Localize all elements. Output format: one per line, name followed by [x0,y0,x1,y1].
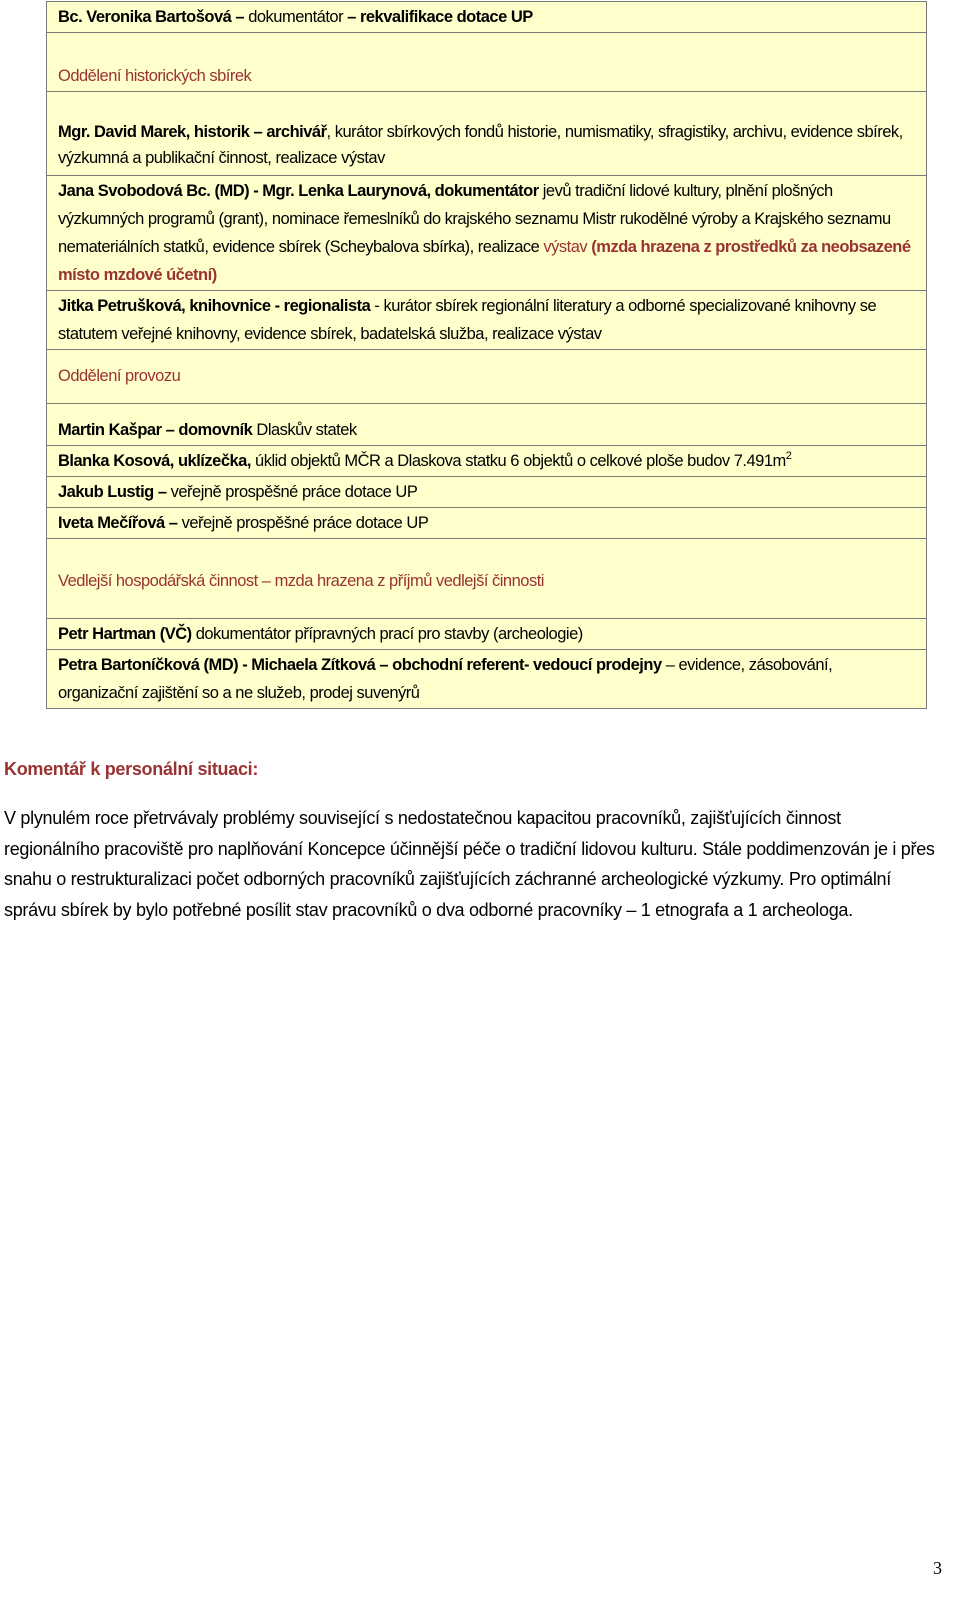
table-row [47,539,927,619]
staff-name: Iveta Mečířová – [58,514,182,532]
table-row [47,650,927,709]
table-row [47,404,927,446]
table-row [47,33,927,92]
staff-description: veřejně prospěšné práce dotace UP [170,483,418,501]
staff-table [46,1,927,709]
table-row [47,350,927,404]
staff-description: Dlaskův statek [252,421,357,439]
comment-heading: Komentář k personální situaci: [4,759,259,779]
page-number: 3 [933,1558,942,1578]
table-row [47,477,927,508]
staff-description: – evidence, zásobování, organizační zajištění so a ne služeb, prodej suvenýrů [58,656,833,702]
comment-paragraph: V plynulém roce přetrvávaly problémy související s nedostatečnou kapacitou pracovníků, zajišťujících činnost regionálního pracoviště pro naplňování Koncepce účinnější péče o tradiční lidovou kulturu. Stále poddimenzován je i přes snahu o restrukturalizaci počet odborných pracovníků zajišťujících záchranné archeologické výzkumy. Pro optimální správu sbírek by bylo potřebné posílit stav pracovníků o dva odborné pracovníky – 1 etnografa a 1 archeologa. [4,808,935,920]
superscript: 2 [785,450,792,462]
staff-note: (mzda hrazena z prostředků za neobsazené místo mzdové účetní) [58,238,911,284]
staff-description: jevů tradiční lidové kultury, plnění plošných výzkumných programů (grant), nominace řemeslníků do krajského seznamu Mistr rukodělné výroby a Krajského seznamu nemateriálních statků, evidence sbírek (Scheybalova sbírka), realizace [58,182,891,256]
separator: – [231,8,249,26]
table-row [47,2,927,33]
staff-description: veřejně prospěšné práce dotace UP [181,514,429,532]
staff-name: Mgr. David Marek, historik – archivář [58,123,327,141]
staff-name: Petr Hartman (VČ) [58,625,192,643]
section-heading-historical: Oddělení historických sbírek [58,67,252,85]
table-row [47,619,927,650]
staff-note: – rekvalifikace dotace UP [343,8,533,26]
staff-name: Petra Bartoníčková (MD) - Michaela Zítková – obchodní referent- vedoucí prodejny [58,656,662,674]
staff-role: dokumentátor [248,8,344,26]
section-heading-secondary: Vedlejší hospodářská činnost – mzda hrazena z příjmů vedlejší činnosti [58,572,544,590]
section-heading-operations: Oddělení provozu [58,367,181,385]
staff-name: Jana Svobodová Bc. (MD) - Mgr. Lenka Laurynová, dokumentátor [58,182,539,200]
staff-name: Jakub Lustig – [58,483,171,501]
table-row [47,92,927,176]
staff-description: úklid objektů MČR a Dlaskova statku 6 objektů o celkové ploše budov 7.491m [250,452,786,470]
staff-description: dokumentátor přípravných prací pro stavby (archeologie) [191,625,583,643]
staff-name: Bc. Veronika Bartošová [58,8,232,26]
staff-name: Jitka Petrušková, knihovnice - regionalista [58,297,371,315]
staff-description-highlight: výstav [543,238,588,256]
table-row [47,291,927,350]
staff-description: , kurátor sbírkových fondů historie, numismatiky, sfragistiky, archivu, evidence sbírek, výzkumná a publikační činnost, realizace výstav [58,123,903,167]
table-row [47,176,927,291]
staff-description: - kurátor sbírek regionální literatury a odborné specializované knihovny se statutem veřejné knihovny, evidence sbírek, badatelská služba, realizace výstav [58,297,877,343]
table-row [47,446,927,477]
staff-name: Blanka Kosová, uklízečka, [58,452,251,470]
table-row [47,508,927,539]
staff-name: Martin Kašpar – domovník [58,421,253,439]
